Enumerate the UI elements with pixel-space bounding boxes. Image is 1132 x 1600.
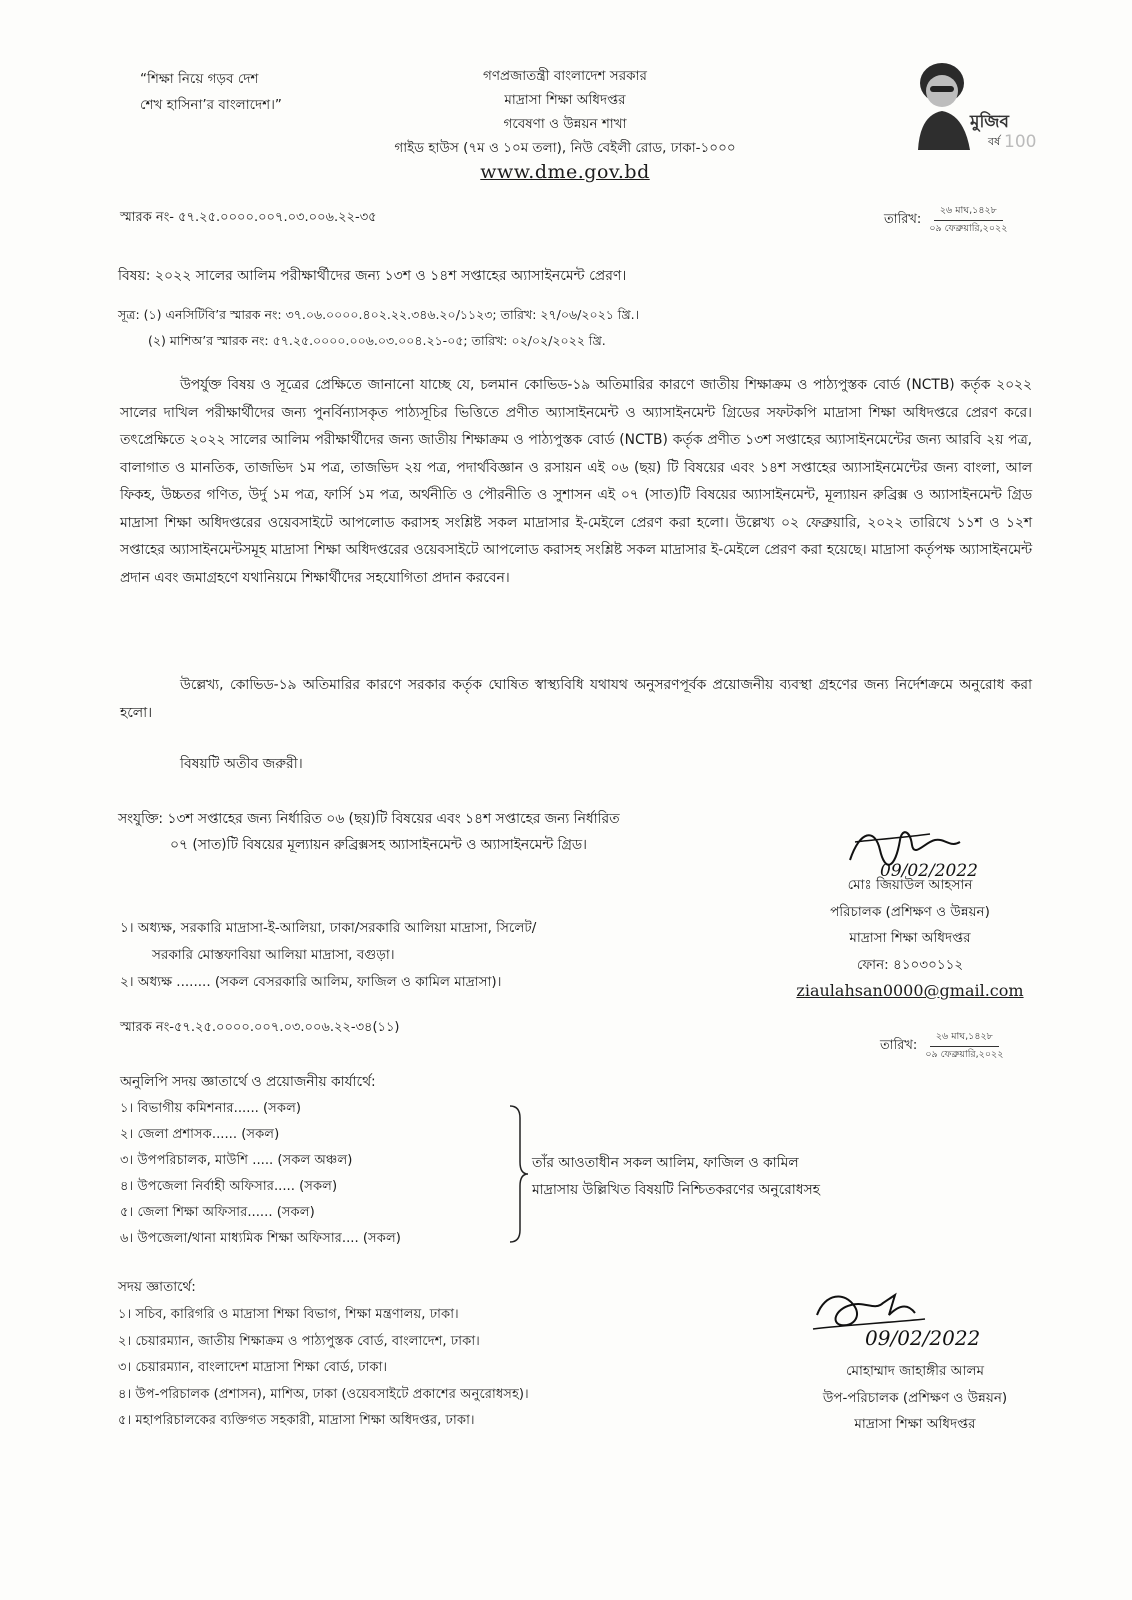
signatory-1: [780, 872, 1040, 1005]
signatory-2-designation: উপ-পরিচালক (প্রশিক্ষণ ও উন্নয়ন): [822, 1389, 1008, 1406]
references: [118, 302, 639, 354]
signatory-1-name: মোঃ জিয়াউল আহসান: [847, 877, 973, 893]
info-item: ৫। মহাপরিচালকের ব্যক্তিগত সহকারী, মাদ্রাসা শিক্ষা অধিদপ্তর, ঢাকা।: [118, 1413, 475, 1428]
subject-line: বিষয়: ২০২২ সালের আলিম পরীক্ষার্থীদের জন্য ১৩শ ও ১৪শ সপ্তাহের অ্যাসাইনমেন্ট প্রেরণ।: [118, 268, 627, 284]
info-list: [118, 1302, 529, 1435]
directorate-name: মাদ্রাসা শিক্ষা অধিদপ্তর: [504, 92, 626, 108]
signatory-1-office: মাদ্রাসা শিক্ষা অধিদপ্তর: [849, 930, 971, 946]
body-paragraph-1: উপর্যুক্ত বিষয় ও সূত্রের প্রেক্ষিতে জানানো যাচ্ছে যে, চলমান কোভিড-১৯ অতিমারির কারণে জাতীয় শিক্ষাক্রম ও পাঠ্যপুস্তক বোর্ড (NCTB) কর্তৃক ২০২২ সালের দাখিল পরীক্ষার্থীদের জন্য পুনর্বিন্যাসকৃত পাঠ্যসূচির ভিত্তিতে প্রণীত অ্যাসাইনমেন্ট ও অ্যাসাইনমেন্ট গ্রিডের সফটকপি মাদ্রাসা শিক্ষা অধিদপ্তরে প্রেরণ করে। তৎপ্রেক্ষিতে ২০২২ সালের আলিম পরীক্ষার্থীদের জন্য জাতীয় শিক্ষাক্রম ও পাঠ্যপুস্তক বোর্ড (NCTB) কর্তৃক প্রণীত ১৩শ সপ্তাহের অ্যাসাইনমেন্টের জন্য আরবি ২য় পত্র, বালাগাত ও মানতিক, তাজভিদ ১ম পত্র, তাজভিদ ২য় পত্র, পদার্থবিজ্ঞান ও রসায়ন এই ০৬ (ছয়) টি বিষয়ের এবং ১৪শ সপ্তাহের অ্যাসাইনমেন্টের জন্য বাংলা, আল ফিকহ, উচ্চতর গণিত, উর্দু ১ম পত্র, ফার্সি ১ম পত্র, অর্থনীতি ও পৌরনীতি ও সুশাসন এই ০৭ (সাত)টি বিষয়ের অ্যাসাইনমেন্ট, মূল্যায়ন রুব্রিক্স ও অ্যাসাইনমেন্ট গ্রিড মাদ্রাসা শিক্ষা অধিদপ্তরের ওয়েবসাইটে আপলোড করাসহ সংশ্লিষ্ট সকল মাদ্রাসার ই-মেইলে প্রেরণ করা হলো। উল্লেখ্য ০২ ফেব্রুয়ারি, ২০২২ তারিখে ১১শ ও ১২শ সপ্তাহের অ্যাসাইনমেন্টসমূহ মাদ্রাসা শিক্ষা অধিদপ্তরের ওয়েবসাইটে আপলোড করাসহ সংশ্লিষ্ট সকল মাদ্রাসার ই-মেইলে প্রেরণ করা হয়েছে। মাদ্রাসা কর্তৃপক্ষ অ্যাসাইনমেন্ট প্রদান এবং জমাগ্রহণে যথানিয়মে শিক্ষার্থীদের সহযোগিতা প্রদান করবেন।: [120, 377, 1032, 586]
copy-instruction-line-1: তাঁর আওতাধীন সকল আলিম, ফাজিল ও কামিল: [532, 1155, 799, 1171]
copy-heading: অনুলিপি সদয় জ্ঞাতার্থে ও প্রয়োজনীয় কার্যার্থে:: [120, 1074, 376, 1090]
recipient-1-continued: সরকারি মোস্তফাবিয়া আলিয়া মাদ্রাসা, বগুড়া।: [152, 947, 395, 963]
signatory-2-office: মাদ্রাসা শিক্ষা অধিদপ্তর: [854, 1416, 976, 1432]
copy-item: ৪। উপজেলা নির্বাহী অফিসার..... (সকল): [120, 1179, 338, 1194]
copy-list: [120, 1096, 401, 1252]
date-english-2: ০৯ ফেব্রুয়ারি,২০২২: [925, 1049, 1004, 1060]
slogan-line-1: “শিক্ষা নিয়ে গড়ব দেশ: [140, 71, 259, 87]
slogan-line-2: শেখ হাসিনা’র বাংলাদেশ।”: [140, 97, 282, 113]
curly-brace-icon: [508, 1104, 530, 1244]
date-english: ০৯ ফেব্রুয়ারি,২০২২: [929, 223, 1008, 234]
website-link[interactable]: www.dme.gov.bd: [480, 161, 650, 183]
attachment-line-2: ০৭ (সাত)টি বিষয়ের মূল্যায়ন রুব্রিক্সসহ অ্যাসাইনমেন্ট ও অ্যাসাইনমেন্ট গ্রিড।: [170, 837, 587, 853]
letterhead: [330, 64, 800, 184]
reference-2: (২) মাশিঅ’র স্মারক নং: ৫৭.২৫.০০০০.০০৬.০৩.০০৪.২১-০৫; তারিখ: ০২/০২/২০২২ খ্রি.: [148, 333, 606, 348]
signatory-2-name: মোহাম্মাদ জাহাঙ্গীর আলম: [845, 1363, 985, 1379]
info-item: ৪। উপ-পরিচালক (প্রশাসন), মাশিঅ, ঢাকা (ওয়েবসাইটে প্রকাশের অনুরোধসহ)।: [118, 1386, 529, 1402]
memo-number: স্মারক নং- ৫৭.২৫.০০০০.০০৭.০৩.০০৬.২২-৩৫: [120, 210, 377, 225]
signature-1-date: 09/02/2022: [880, 861, 978, 881]
recipient-1: ১। অধ্যক্ষ, সরকারি মাদ্রাসা-ই-আলিয়া, ঢাকা/সরকারি আলিয়া মাদ্রাসা, সিলেট/: [120, 920, 537, 936]
signatory-1-designation: পরিচালক (প্রশিক্ষণ ও উন্নয়ন): [830, 903, 990, 920]
logo-number: 100: [1004, 132, 1037, 152]
signatory-1-email[interactable]: ziaulahsan0000@gmail.com: [796, 981, 1024, 1000]
copy-instruction: [532, 1150, 820, 1204]
branch-name: গবেষণা ও উন্নয়ন শাখা: [503, 116, 627, 132]
info-item: ২। চেয়ারম্যান, জাতীয় শিক্ষাক্রম ও পাঠ্যপুস্তক বোর্ড, বাংলাদেশ, ঢাকা।: [118, 1333, 480, 1349]
copy-item: ৩। উপপরিচালক, মাউশি ..... (সকল অঞ্চল): [120, 1153, 353, 1168]
urgent-note: বিষয়টি অতীব জরুরী।: [180, 756, 303, 772]
body-paragraph-2: উল্লেখ্য, কোভিড-১৯ অতিমারির কারণে সরকার কর্তৃক ঘোষিত স্বাস্থ্যবিধি যথাযথ অনুসরণপূর্বক প্রয়োজনীয় ব্যবস্থা গ্রহণের জন্য নির্দেশক্রমে অনুরোধ করা হলো।: [120, 677, 1032, 721]
mujib-logo-icon: [900, 55, 1037, 152]
signature-2-date: 09/02/2022: [865, 1326, 981, 1350]
memo-date-2: [880, 1030, 1003, 1063]
attachment-note: [118, 806, 619, 858]
date-bangla-2: ২৬ মাঘ,১৪২৮: [930, 1030, 999, 1047]
signature-2: [805, 1285, 995, 1355]
date-label: তারিখ:: [884, 212, 922, 227]
info-item: ৩। চেয়ারম্যান, বাংলাদেশ মাদ্রাসা শিক্ষা বোর্ড, ঢাকা।: [118, 1360, 388, 1375]
copy-item: ৫। জেলা শিক্ষা অফিসার...... (সকল): [120, 1205, 315, 1220]
attachment-line-1: সংযুক্তি: ১৩শ সপ্তাহের জন্য নির্ধারিত ০৬ (ছয়)টি বিষয়ের এবং ১৪শ সপ্তাহের জন্য নির্ধারিত: [118, 811, 620, 827]
logo-subtext: বর্ষ: [988, 135, 1001, 148]
recipients-list: [120, 915, 536, 996]
date-label-2: তারিখ:: [880, 1038, 918, 1053]
recipient-2: ২। অধ্যক্ষ ........ (সকল বেসরকারি আলিম, ফাজিল ও কামিল মাদ্রাসা)।: [120, 974, 502, 990]
signatory-2: [790, 1358, 1040, 1438]
copy-item: ৬। উপজেলা/থানা মাধ্যমিক শিক্ষা অফিসার.... (সকল): [120, 1231, 401, 1246]
logo-text: মুজিব: [970, 112, 1009, 132]
office-address: গাইড হাউস (৭ম ও ১০ম তলা), নিউ বেইলী রোড, ঢাকা-১০০০: [394, 140, 736, 156]
signatory-1-phone: ফোন: ৪১০৩০১১২: [856, 956, 964, 973]
info-heading: সদয় জ্ঞাতার্থে:: [118, 1279, 196, 1295]
date-bangla: ২৬ মাঘ,১৪২৮: [934, 204, 1003, 221]
reference-1: সূত্র: (১) এনসিটিবি’র স্মারক নং: ৩৭.০৬.০০০০.৪০২.২২.৩৪৬.২০/১১২৩; তারিখ: ২৭/০৬/২০২১ খ্রি.।: [118, 307, 640, 322]
government-name: গণপ্রজাতন্ত্রী বাংলাদেশ সরকার: [483, 68, 647, 84]
info-item: ১। সচিব, কারিগরি ও মাদ্রাসা শিক্ষা বিভাগ, শিক্ষা মন্ত্রণালয়, ঢাকা।: [118, 1307, 459, 1322]
memo-date: [884, 204, 1007, 237]
memo-number-2: স্মারক নং-৫৭.২৫.০০০০.০০৭.০৩.০০৬.২২-৩৪(১১): [120, 1020, 400, 1035]
copy-item: ১। বিভাগীয় কমিশনার...... (সকল): [120, 1101, 302, 1116]
copy-item: ২। জেলা প্রশাসক...... (সকল): [120, 1127, 280, 1142]
copy-instruction-line-2: মাদ্রাসায় উল্লিখিত বিষয়টি নিশ্চিতকরণের অনুরোধসহ: [532, 1182, 820, 1198]
slogan: [140, 66, 282, 118]
